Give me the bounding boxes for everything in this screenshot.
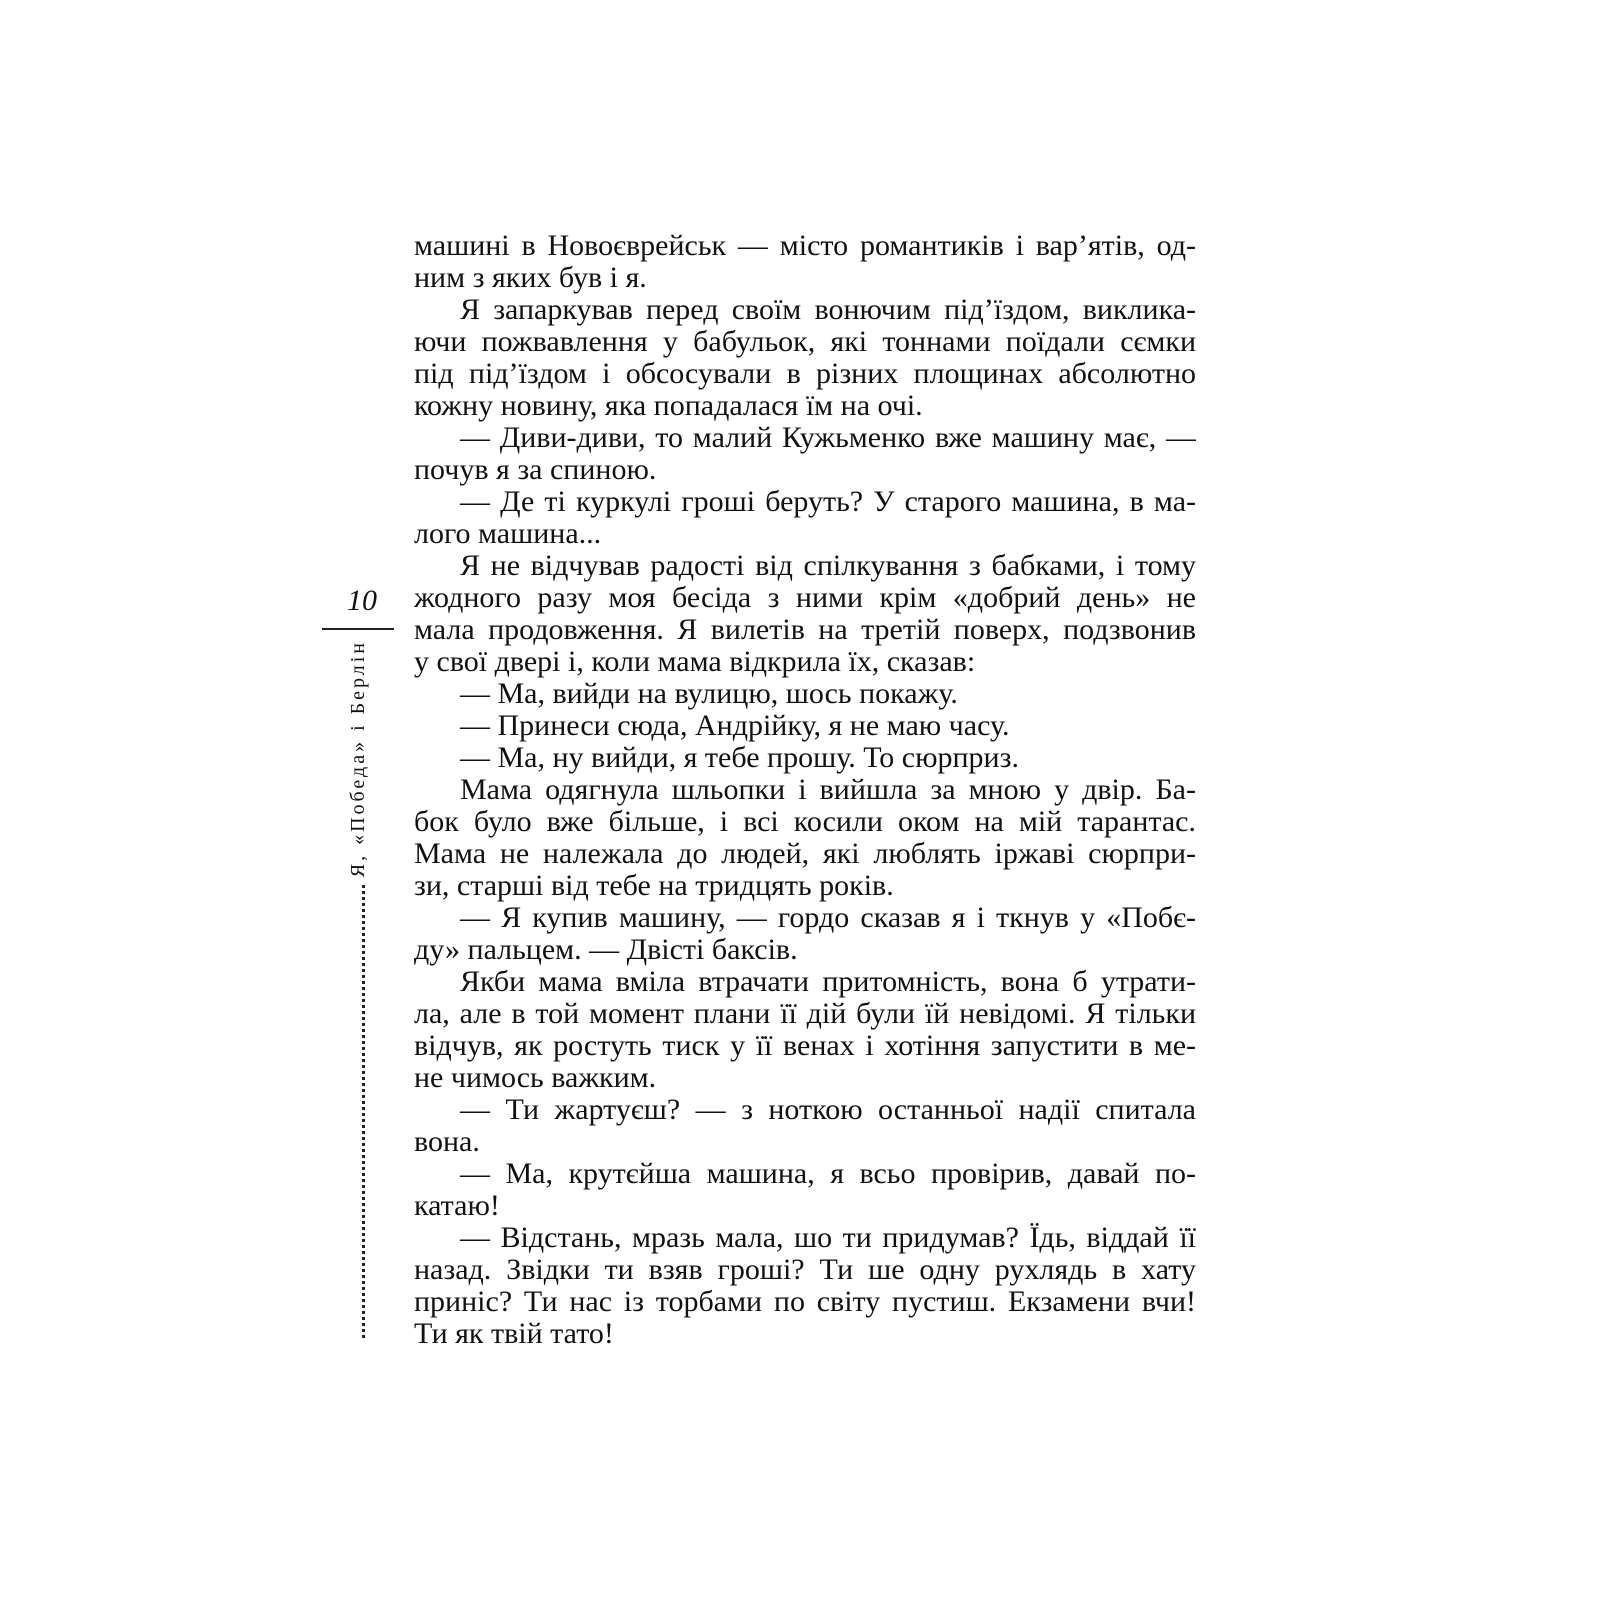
page-number-rule — [322, 628, 394, 630]
text-line: зи, старші від тебе на тридцять років. — [414, 869, 894, 902]
text-line: назад. Звідки ти взяв гроші? Ти ше одну рухлядь в хату — [414, 1254, 1196, 1286]
text-line: не чимось важким. — [414, 1061, 657, 1094]
text-line: — Ма, ну вийди, я тебе прошу. То сюрприз. — [460, 741, 1019, 774]
body-text — [414, 230, 1196, 1350]
text-line: — Ма, крутєйша машина, я всьо провірив, давай по- — [460, 1158, 1196, 1190]
text-line: під під’їздом і обсосували в різних площинах абсолютно — [414, 358, 1196, 390]
text-line: — Диви-диви, то малий Кужьменко вже машину має, — — [460, 422, 1196, 454]
text-line: Я не відчував радості від спілкування з бабками, і тому — [460, 550, 1196, 582]
text-line: відчув, як ростуть тиск у її венах і хотіння запустити в ме- — [414, 1030, 1196, 1062]
text-line: приніс? Ти нас із торбами по світу пустиш. Екзамени вчи! — [414, 1286, 1196, 1318]
text-line: лого машина... — [414, 517, 602, 550]
running-title-area — [336, 640, 380, 1338]
text-line: ючи пожвавлення у бабульок, які тоннами поїдали сємки — [414, 326, 1196, 358]
text-line: ду» пальцем. — Двісті баксів. — [414, 933, 798, 966]
text-line: — Ти жартуєш? — з ноткою останньої надії спитала — [460, 1094, 1196, 1126]
text-line: ла, але в той момент плани її дій були їй невідомі. Я тільки — [414, 998, 1196, 1030]
text-line: кожну новину, яка попадалася їм на очі. — [414, 389, 923, 422]
text-line: Якби мама вміла втрачати притомність, вона б утрати- — [460, 966, 1196, 998]
text-line: Мама одягнула шльопки і вийшла за мною у двір. Ба- — [460, 774, 1196, 806]
text-line: катаю! — [414, 1189, 500, 1222]
text-line: — Де ті куркулі гроші беруть? У старого машина, в ма- — [460, 486, 1196, 518]
text-line: вона. — [414, 1125, 480, 1158]
running-title — [336, 640, 380, 1338]
text-line: Я запаркував перед своїм вонючим під’їздом, виклика- — [460, 294, 1196, 326]
text-line: машині в Новоєврейськ — місто романтиків і вар’ятів, од- — [414, 230, 1196, 262]
text-line: Ти як твій тато! — [414, 1317, 614, 1350]
text-line: бок було вже більше, і всі косили оком на мій тарантас. — [414, 806, 1196, 838]
text-line: ним з яких був і я. — [414, 261, 647, 294]
text-line: — Відстань, мразь мала, шо ти придумав? Їдь, віддай її — [460, 1222, 1196, 1254]
text-line: — Я купив машину, — гордо сказав я і ткнув у «Побє- — [460, 902, 1196, 934]
text-line: жодного разу моя бесіда з ними крім «добрий день» не — [414, 582, 1196, 614]
running-title-text: Я, «Победа» і Берлін — [346, 640, 369, 878]
text-line: — Ма, вийди на вулицю, шось покажу. — [460, 677, 958, 710]
text-line: Мама не належала до людей, які люблять іржаві сюрпри- — [414, 838, 1196, 870]
page-number: 10 — [347, 584, 377, 617]
text-line: мала продовження. Я вилетів на третій поверх, подзвонив — [414, 614, 1196, 646]
text-line: почув я за спиною. — [414, 453, 657, 486]
text-line: — Принеси сюда, Андрійку, я не маю часу. — [460, 709, 1010, 742]
dotted-leader — [362, 885, 365, 1338]
text-line: у свої двері і, коли мама відкрила їх, сказав: — [414, 645, 976, 678]
